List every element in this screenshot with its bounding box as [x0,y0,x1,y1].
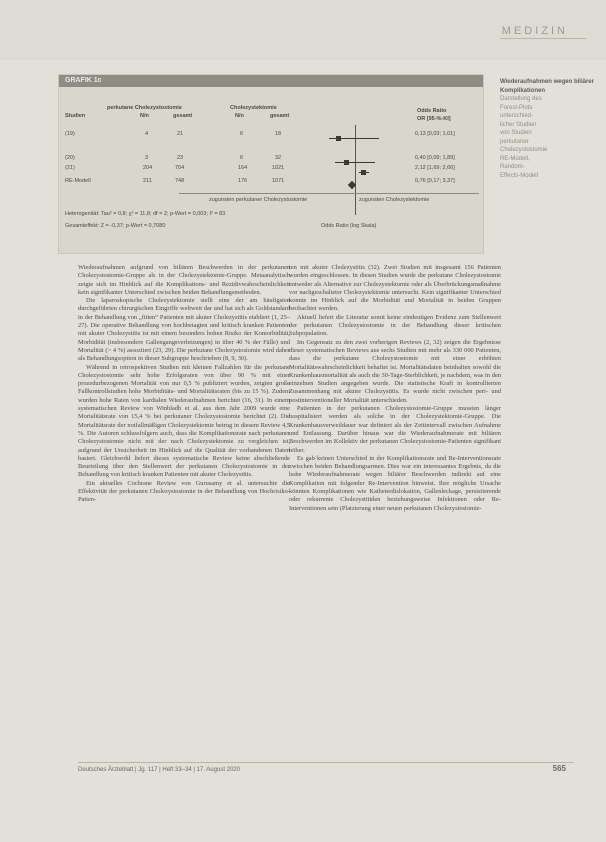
overall-effect-text: Gesamteffekt: Z = -0,37; p-Wert = 0,7080 [65,223,166,229]
paragraph: Die laparoskopische Cholezystektomie stellt eine der am häufigsten durchgeführten chirurgischen Eingriffe weltweit dar und hat sich als Goldstandard in der Behandlung von „fitten“ Patienten mit akuter Cholezystitis etabliert (1, 25–27). Die operative Behandlung von hochbetagten und kritisch kranken Patienten mit akuter Cholezystitis ist mit einem besonders hohen Risiko der Komorbidität, Morbidität (insbesondere Gallengangsverletzungen) in über 40 % der Fälle) und Mortalität (> 4 %) assoziiert (23, 29). Die perkutane Cholezystostomie wird daher als Behandlungsoption in dieser Subgruppe beschrieben (8, 9, 30). [78,297,290,363]
row-study: (20) [65,155,75,161]
col-n2: N/n [235,113,244,119]
body-column-right [289,264,501,513]
caption-line: von Studien [500,130,532,136]
axis-line [179,193,479,194]
caption-line: Forest-Plots [500,104,533,111]
row-t1: 704 [175,165,185,171]
row-or: 0,40 [0,09; 1,89] [415,155,455,161]
row-t2: 32 [275,155,282,161]
paragraph: ten mit akuter Cholezystitis (32). Zwei Studien mit insgesamt 156 Patienten wurden eingeschlossen. In diesen Studien wurde die perkutane Cholezystostomie entweder als Alternative zur Cholezystektomie oder als Überbrückungsmaßnahme vor nachgeschalteter Cholezystektomie untersucht. Kein signifikanter Unterschied konnte im Hinblick auf die Morbidität und Mortalität in beiden Gruppen beobachtet werden. [289,264,501,313]
caption-line: perkutaner [500,138,529,145]
row-n2: 176 [238,178,248,184]
row-or: 2,12 [1,69; 2,66] [415,165,455,171]
caption-line: unterschied- [500,113,534,119]
row-t1: 748 [175,178,185,184]
col-or: Odds Ratio [417,108,447,114]
row-t2: 1021 [272,165,285,171]
row-n2: 6 [240,155,244,161]
row-n2: 6 [240,131,244,137]
caption-line: Darstellung des [500,96,542,102]
paragraph: Wiederaufnahmen aufgrund von biliären Beschwerden in der perkutanen Cholezystostomie-Gruppe als in der Cholezystektomie-Gruppe. Metaanalytisch zeigte sich im Hinblick auf die Komplikations- und Rezidivwahrscheinlichkeit kein signifikanter Unterschied zwischen beiden Behandlungsmethoden. [78,264,290,296]
header-rule [500,38,586,39]
paragraph: Während in retrospektiven Studien mit kleinen Fallzahlen für die perkutane Cholezystostomie sehr hohe Erfolgsraten von über 90 % mit einer prozedurbezogenen Mortalität von nur 0,5 % publiziert wurden, zeigten große Fallkontrollstudien hohe Morbiditäts- und Mortalitätsraten (bis zu 15 %). Zudem wurden hohe Raten von kardialen Wiederaufnahmen berichtet (16, 31). In einem systematischen Review von Winbladh et al. aus dem Jahr 2009 wurde eine Mortalitätsrate von 15,4 % bei perkutaner Cholezystostomie berichtet (2). Die Mortalitätsrate der notfallmäßigen Cholezystektomie betrug in diesem Review 4,5 %. Die Autoren schlussfolgern auch, dass die Komplikationsrate nach perkutaner Cholezystostomie nicht mit der nach Cholezystektomie zu vergleichen ist, aufgrund der Unsicherheit im Hinblick auf die Qualität der vorhandenen Daten basiert. Gleichwohl liefert dieses systematische Review keine abschließende Beurteilung über den Stellenwert der perkutanen Cholezystostomie in der Behandlung von kritisch kranken Patienten mit akuter Cholezystitis. [78,363,290,479]
group1-label: perkutane Cholezystostomie [107,105,182,111]
section-label: MEDIZIN [501,25,568,37]
col-studies: Studien [65,113,86,119]
row-study: (21) [65,165,75,171]
axis-left-label: zugunsten perkutaner Cholezystostomie [209,197,308,203]
col-total1: gesamt [173,113,193,119]
paragraph: Aktuell liefert die Literatur somit keine eindeutigen Evidenz zum Stellenwert der perkutanen Cholezystostomie in der Behandlung dieser kritischen Subpopulation. [289,313,501,338]
row-or: 0,13 [0,03; 1,01] [415,131,455,137]
caption-line: RE-Modell, [500,155,530,162]
caption-line: Cholezystostomie [500,147,548,153]
col-total2: gesamt [270,113,290,119]
row-n2: 164 [238,165,248,171]
page-number: 565 [552,764,566,773]
row-t1: 23 [177,155,184,161]
caption-title: Wiederaufnahmen wegen biliärer Komplikationen [500,79,594,94]
row-n1: 4 [145,131,149,137]
ci-line [335,162,375,163]
paragraph: Im Gegensatz zu den zwei vorherigen Reviews (2, 32) zeigen die Ergebnisse dieser systematischen Reviews aus sechs Studien mit mehr als 330 000 Patienten, dass die perkutane Cholezystostomie mit einer erhöhten Mortalitätswahrscheinlichkeit behaftet ist. Mortalitätsdaten beinhalten sowohl die Krankenhausmortalität als auch die 30-Tage-Sterblichkeit, je nachdem, was in den einzelnen Studien angegeben wurde. Die statistische Kraft in kontrollierten Zusammenhang mit akuter Cholezystitis. Es wurde nicht zwischen peri- und postinterventioneller Mortalität unterschieden. [289,338,501,404]
row-t1: 21 [177,131,184,137]
study-marker [336,136,341,141]
row-study: RE-Modell [65,178,91,184]
axis-title: Odds Ratio (log Skala) [321,223,377,229]
study-marker [361,170,366,175]
axis-right-label: zugunsten Cholezystektomie [359,197,430,203]
caption-line: Effects-Modell [500,172,538,179]
study-marker [344,160,349,165]
paragraph: Patienten in der perkutanen Cholezystostomie-Gruppe mussten länger hospitalisiert werden als solche in der Cholezystektomie-Gruppe. Die Krankenhausverweildauer war definiert als der Zeitintervall zwischen Aufnahme und Entlassung. Darüber hinaus war die Wiederaufnahmerate mit biliären Beschwerden im Kollektiv der perkutanen Cholezystostomie-Patienten signifikant höher. [289,405,501,454]
row-n1: 211 [143,178,152,184]
row-study: (19) [65,131,75,137]
caption-line: Random- [500,164,525,170]
footer-rule [78,762,574,763]
heterogeneity-text: Heterogenität: Tau² = 0,8; χ² = 11,8; df = 2; p-Wert = 0,003; I² = 83 [65,211,226,217]
paragraph: Es gab keinen Unterschied in der Komplikationsrate und Re-Interventionsrate zwischen beiden Behandlungsarmen. Dies war ein interessantes Ergebnis, da die hohe Wiederaufnahmerate wegen biliärer Beschwerden indirekt auf eine Komplikation mit folgender Re-Intervention hinweist. Ihre mögliche Ursache könnten Komplikationen wie Katheterdislokation, Gallenleckage, persistierende oder rekurrente Cholezystitiden beziehungsweise Infektionen oder Re-Interventionen sein (Platzierung einer neuen perkutanen Cholezystostomie- [289,454,501,512]
caption-line: licher Studien [500,121,537,128]
row-t2: 18 [275,131,282,137]
journal-footer: Deutsches Ärzteblatt | Jg. 117 | Heft 33–34 | 17. August 2020 [78,767,240,773]
group2-label: Cholezystektomie [230,105,277,111]
forest-plot-figure [58,74,484,254]
row-n1: 204 [143,165,153,171]
row-n1: 3 [145,155,149,161]
body-column-left [78,264,290,505]
row-t2: 1071 [272,178,285,184]
row-or: 0,76 [0,17; 3,37] [415,178,455,184]
col-n1: N/n [140,113,149,119]
figure-caption [500,78,596,180]
col-ci: OR [95-%-KI] [417,116,451,122]
paragraph: Ein aktuelles Cochrane Review von Gurusamy et al. untersuchte die Effektivität der perkutanen Cholezystostomie in der Behandlung von Hochrisiko-Patien- [78,479,290,504]
figure-title: GRAFIK 1c [59,75,483,87]
